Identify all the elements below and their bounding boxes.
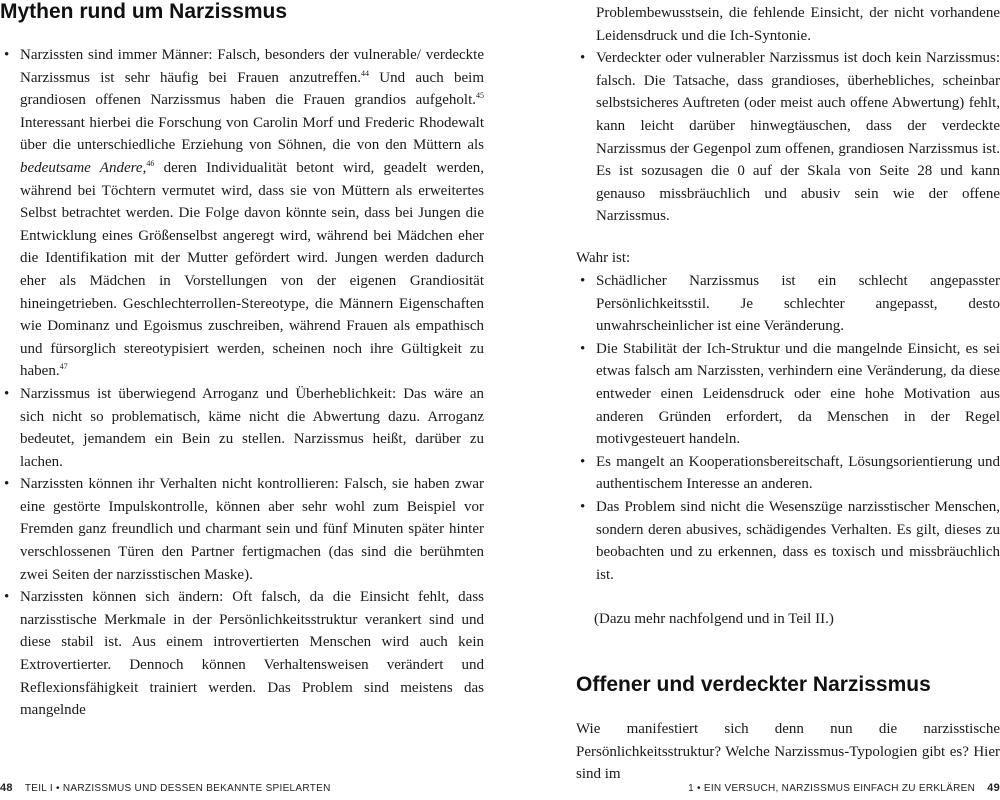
page-number: 49 [987, 782, 1000, 794]
running-head: TEIL I • NARZISSMUS UND DESSEN BEKANNTE SPIELARTEN [24, 783, 331, 794]
list-item: • Die Stabilität der Ich-Struktur und die mangelnde Einsicht, es sei etwas falsch am Narzissten, verhindern eine Veränderung, da diese entweder einen Leidensdruck oder eine hohe Motivation aus anderen Gründen erfordert, da Menschen in der Regel motivgesteuert handeln. [576, 338, 1000, 451]
list-item-continuation: Problembewusstsein, die fehlende Einsicht, der nicht vorhandene Leidensdruck und die Ich-Syntonie. [596, 5, 1000, 44]
footnote-ref[interactable]: 46 [146, 158, 155, 168]
true-facts-label: Wahr ist: [576, 250, 631, 266]
footnote-ref[interactable]: 44 [360, 68, 369, 78]
section-intro-paragraph: Wie manifestiert sich denn nun die narzisstische Persönlichkeitsstruktur? Welche Narzissmus-Typologien gibt es? Hier sind im [576, 721, 1000, 783]
list-item: • Es mangelt an Kooperationsbereitschaft, Lösungsorientierung und authentischem Interesse an anderen. [576, 451, 1000, 496]
true-facts-list [576, 270, 1000, 586]
footnote-ref[interactable]: 47 [59, 362, 68, 372]
emphasis-text: bedeutsame Andere [20, 159, 143, 176]
left-footer [0, 782, 331, 794]
page-number: 48 [0, 782, 13, 794]
list-item: • Schädlicher Narzissmus ist ein schlecht angepasster Persönlichkeitsstil. Je schlechter angepasst, desto unwahrscheinlicher ist eine Veränderung. [576, 270, 1000, 338]
section-heading-myths: Mythen rund um Narzissmus [0, 0, 288, 23]
list-item: • Narzissten können sich ändern: Oft falsch, da die Einsicht fehlt, dass narzisstische Merkmale in der Persönlichkeitsstruktur verankert sind und diese stabil ist. Aus einem introvertierten Menschen wird auch kein Extrovertierter. Dennoch können Verhaltensweisen verändert und Reflexionsfähigkeit trainiert werden. Das Problem sind meistens das mangelnde [0, 586, 484, 722]
list-item: • Narzissten können ihr Verhalten nicht kontrollieren: Falsch, sie haben zwar eine gestörte Impulskontrolle, können aber sehr wohl zum Beispiel vor Fremden ganz freundlich und charmant sein und fünf Minuten später hinter verschlossenen Türen den Partner fertigmachen (das sind die berühmten zwei Seiten der narzisstischen Maske). [0, 473, 484, 586]
running-head: 1 • EIN VERSUCH, NARZISSMUS EINFACH ZU ERKLÄREN [688, 783, 976, 794]
list-item: • Das Problem sind nicht die Wesenszüge narzisstischer Menschen, sondern deren abusives, schädigendes Verhalten. Es gilt, dieses zu beobachten und zu erkennen, dass es toxisch und missbräuchlich ist. [576, 496, 1000, 586]
list-item: • Narzissmus ist überwiegend Arroganz und Überheblichkeit: Das wäre an sich nicht so problematisch, käme nicht die Abwertung dazu. Arroganz bedeutet, jemandem ein Bein zu stellen. Narzissmus heißt, darüber zu lachen. [0, 383, 484, 473]
section-heading-overt-covert: Offener und verdeckter Narzissmus [576, 673, 931, 696]
list-item: • Verdeckter oder vulnerabler Narzissmus ist doch kein Narzissmus: falsch. Die Tatsache, dass grandioses, überhebliches, scheinbar selbstsicheres Auftreten (oder meist auch offene Abwertung) fehlt, kann leicht darüber hinwegtäuschen, dass der verdeckte Narzissmus der Gegenpol zum offenen, grandiosen Narzissmus ist. Es ist sozusagen die 0 auf der Skala von Seite 28 und kann genauso missbräuchlich und abusiv sein wie der offene Narzissmus. [576, 47, 1000, 228]
right-footer [688, 782, 1000, 794]
cross-reference-note: (Dazu mehr nachfolgend und in Teil II.) [594, 611, 834, 627]
myths-list-continued [576, 2, 1000, 228]
footnote-ref[interactable]: 45 [476, 91, 484, 101]
myths-list [0, 44, 484, 722]
list-item: • Narzissten sind immer Männer: Falsch, besonders der vulnerable/ verdeckte Narzissmus ist sehr häufig bei Frauen anzutreffen.$^{44}$ Und auch beim grandiosen offenen Narzissmus haben die Frauen grandios aufgeholt.$^{45}$ Interessant hierbei die Forschung von Carolin Morf und Frederic Rhodewalt über die unterschiedliche Erziehung von Söhnen, die von den Müttern als bedeutsame Andere,$^{46}$ deren Individualität betont wird, geadelt werden, während bei Töchtern vermutet wird, dass sie von Müttern als erweitertes Selbst betrachtet werden. Die Folge davon könnte sein, dass bei Jungen die Entwicklung eines Größenselbst angeregt wird, während bei Mädchen eher die Identifikation mit der Mutter gefördert wird. Jungen werden dadurch eher als Mädchen in Vorstellungen von der eigenen Grandiosität hineingetrieben. Geschlechterrollen-Stereotype, die Männern Eigenschaften wie Dominanz und Egoismus zuschreiben, während Frauen als empathisch und fürsorglich stereotypisiert werden, scheinen noch ihre Gültigkeit zu haben.$^{47}$ [0, 44, 484, 383]
